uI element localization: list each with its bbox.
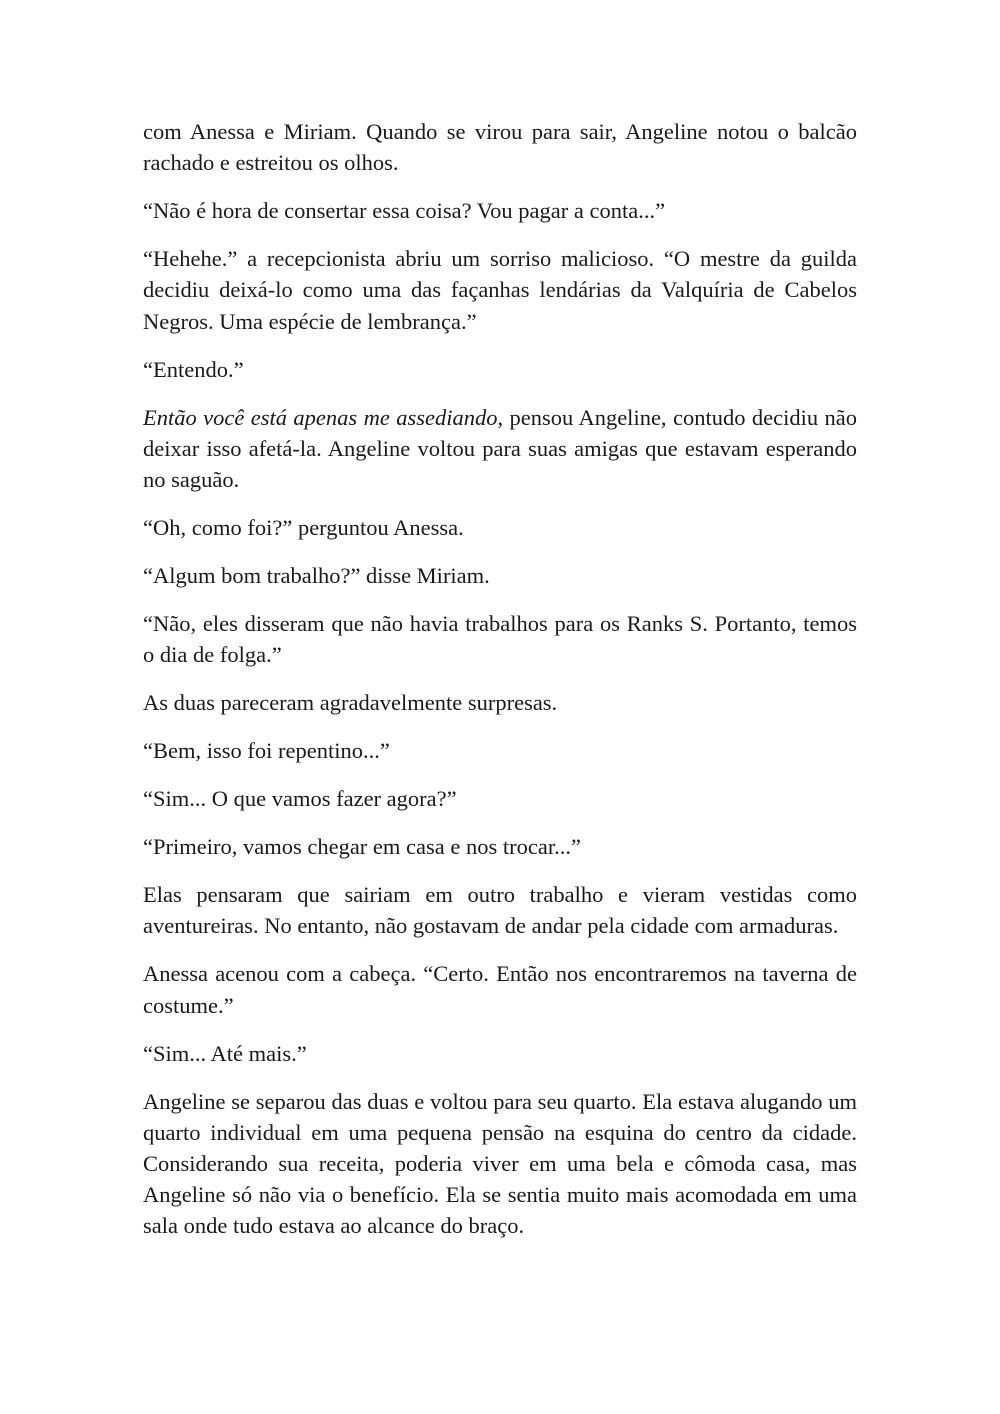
paragraph: “Não, eles disseram que não havia trabalhos para os Ranks S. Portanto, temos o dia de folga.” bbox=[143, 611, 857, 668]
paragraph: “Sim... O que vamos fazer agora?” bbox=[143, 786, 457, 812]
paragraph: “Sim... Até mais.” bbox=[143, 1040, 307, 1066]
paragraph: Angeline se separou das duas e voltou para seu quarto. Ela estava alugando um quarto individual em uma pequena pensão na esquina do centro da cidade. Considerando sua receita, poderia viver em uma bela e cômoda casa, mas Angeline só não via o benefício. Ela se sentia muito mais acomodada em uma sala onde tudo estava ao alcance do braço. bbox=[143, 1088, 857, 1239]
paragraph: “Algum bom trabalho?” disse Miriam. bbox=[143, 563, 490, 589]
paragraph: Elas pensaram que sairiam em outro trabalho e vieram vestidas como aventureiras. No entanto, não gostavam de andar pela cidade com armaduras. bbox=[143, 882, 857, 939]
paragraph: “Não é hora de consertar essa coisa? Vou pagar a conta...” bbox=[143, 198, 666, 224]
paragraph: “Entendo.” bbox=[143, 356, 244, 382]
paragraph: “Primeiro, vamos chegar em casa e nos trocar...” bbox=[143, 834, 581, 860]
paragraph-text: , pensou Angeline, contudo decidiu não deixar isso afetá-la. Angeline voltou para suas amigas que estavam esperando no saguão. bbox=[143, 404, 857, 493]
paragraph: Anessa acenou com a cabeça. “Certo. Então nos encontraremos na taverna de costume.” bbox=[143, 961, 857, 1018]
paragraph: com Anessa e Miriam. Quando se virou para sair, Angeline notou o balcão rachado e estreitou os olhos. bbox=[143, 119, 857, 176]
document-page bbox=[143, 116, 857, 1258]
paragraph: As duas pareceram agradavelmente surpresas. bbox=[143, 690, 558, 716]
paragraph: “Bem, isso foi repentino...” bbox=[143, 738, 390, 764]
paragraph: “Hehehe.” a recepcionista abriu um sorriso malicioso. “O mestre da guilda decidiu deixá-lo como uma das façanhas lendárias da Valquíria de Cabelos Negros. Uma espécie de lembrança.” bbox=[143, 246, 857, 334]
italic-thought: Então você está apenas me assediando bbox=[143, 404, 498, 430]
paragraph: “Oh, como foi?” perguntou Anessa. bbox=[143, 515, 464, 541]
paragraph bbox=[143, 402, 857, 496]
